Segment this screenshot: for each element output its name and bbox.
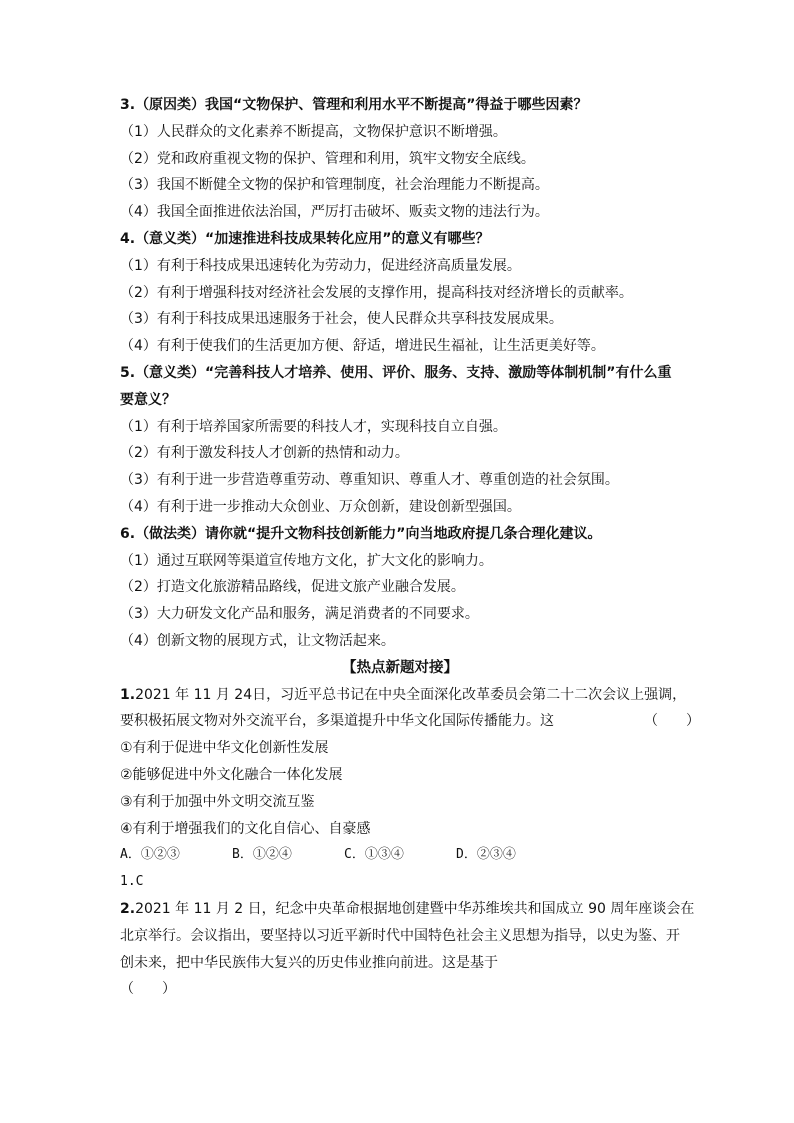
option-d: D．②③④ [456,847,516,863]
question-text: 2021 年 11 月 24日，习近平总书记在中央全面深化改革委员会第二十二次会议上强调， [135,686,687,703]
question-6-heading [120,521,680,548]
question-text: （做法类）请你就“提升文物科技创新能力”向当地政府提几条合理化建议。 [135,525,602,542]
document-content [120,92,700,1003]
practice-1-stem [120,682,687,709]
list-item: （2）有利于激发科技人才创新的热情和动力。 [120,445,409,462]
list-item: （3）有利于科技成果迅速服务于社会，使人民群众共享科技发展成果。 [120,311,563,328]
question-text: 2021 年 11 月 2 日，纪念中央革命根据地创建暨中华苏维埃共和国成立 90 周年座谈会在 [135,900,695,917]
list-item: （3）大力研发文化产品和服务，满足消费者的不同要求。 [120,606,479,623]
list-item: （4）有利于使我们的生活更加方便、舒适，增进民生福祉，让生活更美好等。 [120,338,605,355]
list-item: （2）打造文化旅游精品路线，促进文旅产业融合发展。 [120,579,465,596]
list-item: （1）人民群众的文化素养不断提高，文物保护意识不断增强。 [120,123,507,140]
question-4-heading [120,226,680,253]
question-text: （意义类）“完善科技人才培养、使用、评价、服务、支持、激励等体制机制”有什么重 [135,364,672,381]
question-number: 1. [120,686,136,703]
list-item: （3）我国不断健全文物的保护和管理制度，社会治理能力不断提高。 [120,177,549,194]
choice-item: ①有利于促进中华文化创新性发展 [120,740,329,757]
answer-blank: （ ） [120,981,176,998]
answer-blank: （ ） [644,713,700,730]
option-a: A．①②③ [120,847,180,863]
question-number: 5. [120,364,136,381]
question-5-heading [120,360,680,387]
practice-2-stem [120,896,695,923]
list-item: （2）有利于增强科技对经济社会发展的支撑作用，提高科技对经济增长的贡献率。 [120,284,633,301]
question-text: （意义类）“加速推进科技成果转化应用”的意义有哪些？ [135,230,490,247]
practice-2-stem-cont: 北京举行。会议指出，要坚持以习近平新时代中国特色社会主义思想为指导，以史为鉴、开 [120,927,680,944]
choice-item: ③有利于加强中外文明交流互鉴 [120,793,315,810]
question-text: 要积极拓展文物对外交流平台，多渠道提升中华文化国际传播能力。这 [120,713,554,730]
question-text: 要意义？ [120,391,176,408]
choice-item: ④有利于增强我们的文化自信心、自豪感 [120,820,371,837]
question-number: 4. [120,230,136,247]
list-item: （3）有利于进一步营造尊重劳动、尊重知识、尊重人才、尊重创造的社会氛围。 [120,472,619,489]
question-number: 6. [120,525,136,542]
answer-key: 1.C [120,874,144,890]
question-5-heading-cont [120,387,680,414]
list-item: （1）有利于科技成果迅速转化为劳动力，促进经济高质量发展。 [120,257,521,274]
list-item: （4）有利于进一步推动大众创业、万众创新，建设创新型强国。 [120,498,521,515]
question-text: （原因类）我国“文物保护、管理和利用水平不断提高”得益于哪些因素？ [135,97,588,113]
question-3-heading [120,92,680,119]
option-b: B．①②④ [232,847,292,863]
list-item: （4）我国全面推进依法治国，严厉打击破坏、贩卖文物的违法行为。 [120,204,549,221]
practice-2-stem-cont: 创未来，把中华民族伟大复兴的历史伟业推向前进。这是基于 [120,954,498,971]
option-c: C．①③④ [344,847,404,863]
practice-1-stem-cont [120,708,700,735]
list-item: （4）创新文物的展现方式，让文物活起来。 [120,632,395,649]
answer-options [120,842,680,869]
section-title: 【热点新题对接】 [342,659,458,676]
list-item: （2）党和政府重视文物的保护、管理和利用，筑牢文物安全底线。 [120,150,535,167]
question-number: 2. [120,900,136,917]
list-item: （1）通过互联网等渠道宣传地方文化，扩大文化的影响力。 [120,552,493,569]
list-item: （1）有利于培养国家所需要的科技人才，实现科技自立自强。 [120,418,507,435]
question-number: 3. [120,97,136,113]
choice-item: ②能够促进中外文化融合一体化发展 [120,766,343,783]
